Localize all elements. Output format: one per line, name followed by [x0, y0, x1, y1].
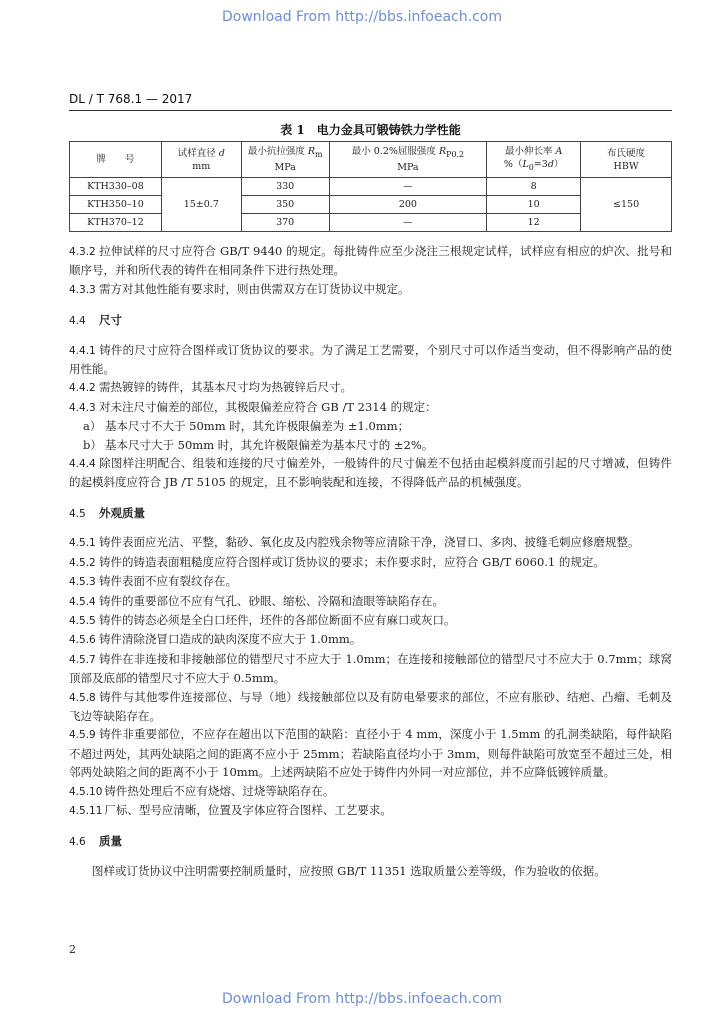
table-title: 表 1 电力金具可锻铸铁力学性能 — [280, 123, 461, 137]
header-diameter: 试样直径 d mm — [161, 142, 241, 178]
clause-4-3-2 — [69, 242, 672, 280]
clause-text: 图样或订货协议中注明需要控制质量时，应按照 GB/T 11351 选取质量公差等级，作为验收的依据。 — [92, 863, 606, 878]
clause-number: 4.5.6 — [69, 634, 96, 647]
cell-tensile: 350 — [241, 196, 329, 214]
cell-grade: KTH350–10 — [70, 196, 162, 214]
list-label: b） — [83, 437, 102, 452]
cell-grade: KTH370–12 — [70, 214, 162, 232]
clause-text: 铸件在非连接和非接触部位的错型尺寸不应大于 1.0mm；在连接和接触部位的错型尺寸不应大于 0.7mm；球窝顶部及底部的错型尺寸不应大于 0.5mm。 — [69, 651, 672, 686]
section-number: 4.5 — [69, 507, 86, 520]
section-title: 尺寸 — [99, 313, 122, 328]
clause-text: 铸件表面不应有裂纹存在。 — [99, 574, 237, 589]
clause-number: 4.5.11 — [69, 804, 103, 817]
document-body — [69, 242, 672, 880]
section-title: 外观质量 — [99, 505, 145, 520]
cell-yield: — — [329, 214, 487, 232]
watermark-top: Download From http://bbs.infoeach.com — [222, 9, 502, 25]
table-header-row — [70, 142, 672, 178]
cell-elongation: 8 — [487, 178, 581, 196]
clause-text: 拉伸试样的尺寸应符合 GB/T 9440 的规定。每批铸件应至少浇注三根规定试样，试样应有相应的炉次、批号和顺序号，并和所代表的铸件在相同条件下进行热处理。 — [69, 244, 672, 278]
cell-tensile: 370 — [241, 214, 329, 232]
clause-text: 铸件的铸造表面粗糙度应符合图样或订货协议的要求；未作要求时，应符合 GB/T 6060.1 的规定。 — [99, 554, 605, 569]
clause-text: 铸件的重要部位不应有气孔、砂眼、缩松、冷隔和渣眼等缺陷存在。 — [99, 593, 444, 608]
list-text: 基本尺寸大于 50mm 时，其允许极限偏差为基本尺寸的 ±2%。 — [105, 437, 434, 452]
header-hardness: 布氏硬度 HBW — [581, 142, 672, 178]
clause-4-5-5 — [69, 611, 672, 630]
clause-number: 4.5.2 — [69, 556, 96, 569]
watermark-bottom: Download From http://bbs.infoeach.com — [222, 991, 502, 1007]
clause-number: 4.5.5 — [69, 614, 96, 627]
section-number: 4.4 — [69, 315, 86, 328]
cell-grade: KTH330–08 — [70, 178, 162, 196]
header-elongation: 最小伸长率 A $\%(L_0=3d)$ — [487, 142, 581, 178]
clause-number: 4.4.3 — [69, 401, 96, 414]
clause-4-5-4 — [69, 592, 672, 611]
list-text: 基本尺寸不大于 50mm 时，其允许极限偏差为 ±1.0mm； — [105, 419, 410, 434]
clause-text: 铸件与其他零件连接部位、与导（地）线接触部位以及有防电晕要求的部位，不应有胀砂、结疤、凸瘤、毛刺及飞边等缺陷存在。 — [69, 689, 672, 723]
cell-diameter: 15±0.7 — [161, 178, 241, 232]
clause-number: 4.3.3 — [69, 283, 96, 296]
clause-number: 4.5.3 — [69, 576, 96, 589]
section-4-4-heading — [69, 311, 672, 330]
document-number: DL / T 768.1 — 2017 — [69, 92, 193, 106]
header-yield: 最小 0.2%屈服强度 $R_{P0.2}$ MPa — [329, 142, 487, 178]
cell-tensile: 330 — [241, 178, 329, 196]
clause-text: 铸件的铸态必须是全白口坯件，坯件的各部位断面不应有麻口或灰口。 — [99, 612, 456, 627]
clause-4-5-9 — [69, 725, 672, 781]
clause-4-4-3-a — [69, 417, 672, 435]
cell-elongation: 10 — [487, 196, 581, 214]
clause-4-5-1 — [69, 533, 672, 552]
clause-text: 厂标、型号应清晰，位置及字体应符合图样、工艺要求。 — [104, 802, 392, 817]
clause-text: 需方对其他性能有要求时，则由供需双方在订货协议中规定。 — [99, 281, 410, 296]
clause-4-4-2 — [69, 378, 672, 397]
clause-text: 铸件非重要部位，不应存在超出以下范围的缺陷：直径小于 4 mm，深度小于 1.5mm 的孔洞类缺陷，每件缺陷不超过两处，其两处缺陷之间的距离不应小于 25mm；若缺陷直径均小于 3mm，则每件缺陷可放宽至不超过三处，相邻两处缺陷之间的距离不小于 10mm。上述两缺陷不应处于铸件内外同一对应部位，并不应降低镀锌质量。 — [69, 727, 672, 780]
clause-4-4-4 — [69, 454, 672, 492]
clause-4-5-6 — [69, 630, 672, 649]
clause-number: 4.3.2 — [69, 246, 96, 258]
clause-number: 4.4.2 — [69, 382, 96, 395]
cell-hardness: ≤150 — [581, 178, 672, 232]
clause-number: 4.5.9 — [69, 729, 96, 742]
table-row — [70, 178, 672, 196]
page-number: 2 — [69, 943, 76, 956]
clause-number: 4.5.10 — [69, 785, 103, 798]
mechanical-properties-table — [69, 141, 672, 232]
clause-number: 4.5.1 — [69, 537, 96, 550]
clause-number: 4.5.8 — [69, 691, 96, 704]
clause-text: 铸件热处理后不应有烧熔、过烧等缺陷存在。 — [104, 783, 335, 798]
cell-elongation: 12 — [487, 214, 581, 232]
clause-4-5-10 — [69, 782, 672, 801]
clause-text: 铸件表面应光洁、平整，黏砂、氧化皮及内腔残余物等应清除干净，浇冒口、多肉、披缝毛刺应修磨规整。 — [99, 535, 640, 550]
clause-4-5-7 — [69, 650, 672, 688]
header-rule — [69, 110, 672, 111]
clause-4-3-3 — [69, 280, 672, 299]
clause-number: 4.5.4 — [69, 595, 96, 608]
header-grade: 牌 号 — [70, 142, 162, 178]
clause-4-5-3 — [69, 572, 672, 591]
cell-yield: 200 — [329, 196, 487, 214]
clause-number: 4.4.1 — [69, 344, 96, 357]
clause-text: 对未注尺寸偏差的部位，其极限偏差应符合 GB /T 2314 的规定： — [99, 399, 437, 414]
clause-4-6 — [69, 862, 672, 880]
section-title: 质量 — [99, 834, 122, 849]
clause-4-5-8 — [69, 688, 672, 726]
clause-number: 4.5.7 — [69, 653, 96, 666]
clause-text: 除图样注明配合、组装和连接的尺寸偏差外，一般铸件的尺寸偏差不包括由起模斜度而引起的尺寸增减，但铸件的起模斜度应符合 JB /T 5105 的规定，且不影响装配和连接，不得降低产品的机械强度。 — [69, 456, 672, 490]
clause-text: 需热镀锌的铸件，其基本尺寸均为热镀锌后尺寸。 — [99, 380, 352, 395]
section-4-5-heading — [69, 504, 672, 523]
clause-4-4-3 — [69, 398, 672, 417]
section-number: 4.6 — [69, 836, 86, 849]
clause-4-5-11 — [69, 801, 672, 820]
clause-text: 铸件清除浇冒口造成的缺肉深度不应大于 1.0mm。 — [99, 632, 362, 647]
clause-number: 4.4.4 — [69, 458, 96, 471]
clause-4-4-1 — [69, 341, 672, 379]
list-label: a） — [83, 419, 102, 434]
clause-4-5-2 — [69, 553, 672, 572]
cell-yield: — — [329, 178, 487, 196]
clause-text: 铸件的尺寸应符合图样或订货协议的要求。为了满足工艺需要，个别尺寸可以作适当变动，但不得影响产品的使用性能。 — [69, 342, 672, 377]
header-tensile: 最小抗拉强度 $R_m$ MPa — [241, 142, 329, 178]
clause-4-4-3-b — [69, 436, 672, 454]
section-4-6-heading — [69, 832, 672, 851]
